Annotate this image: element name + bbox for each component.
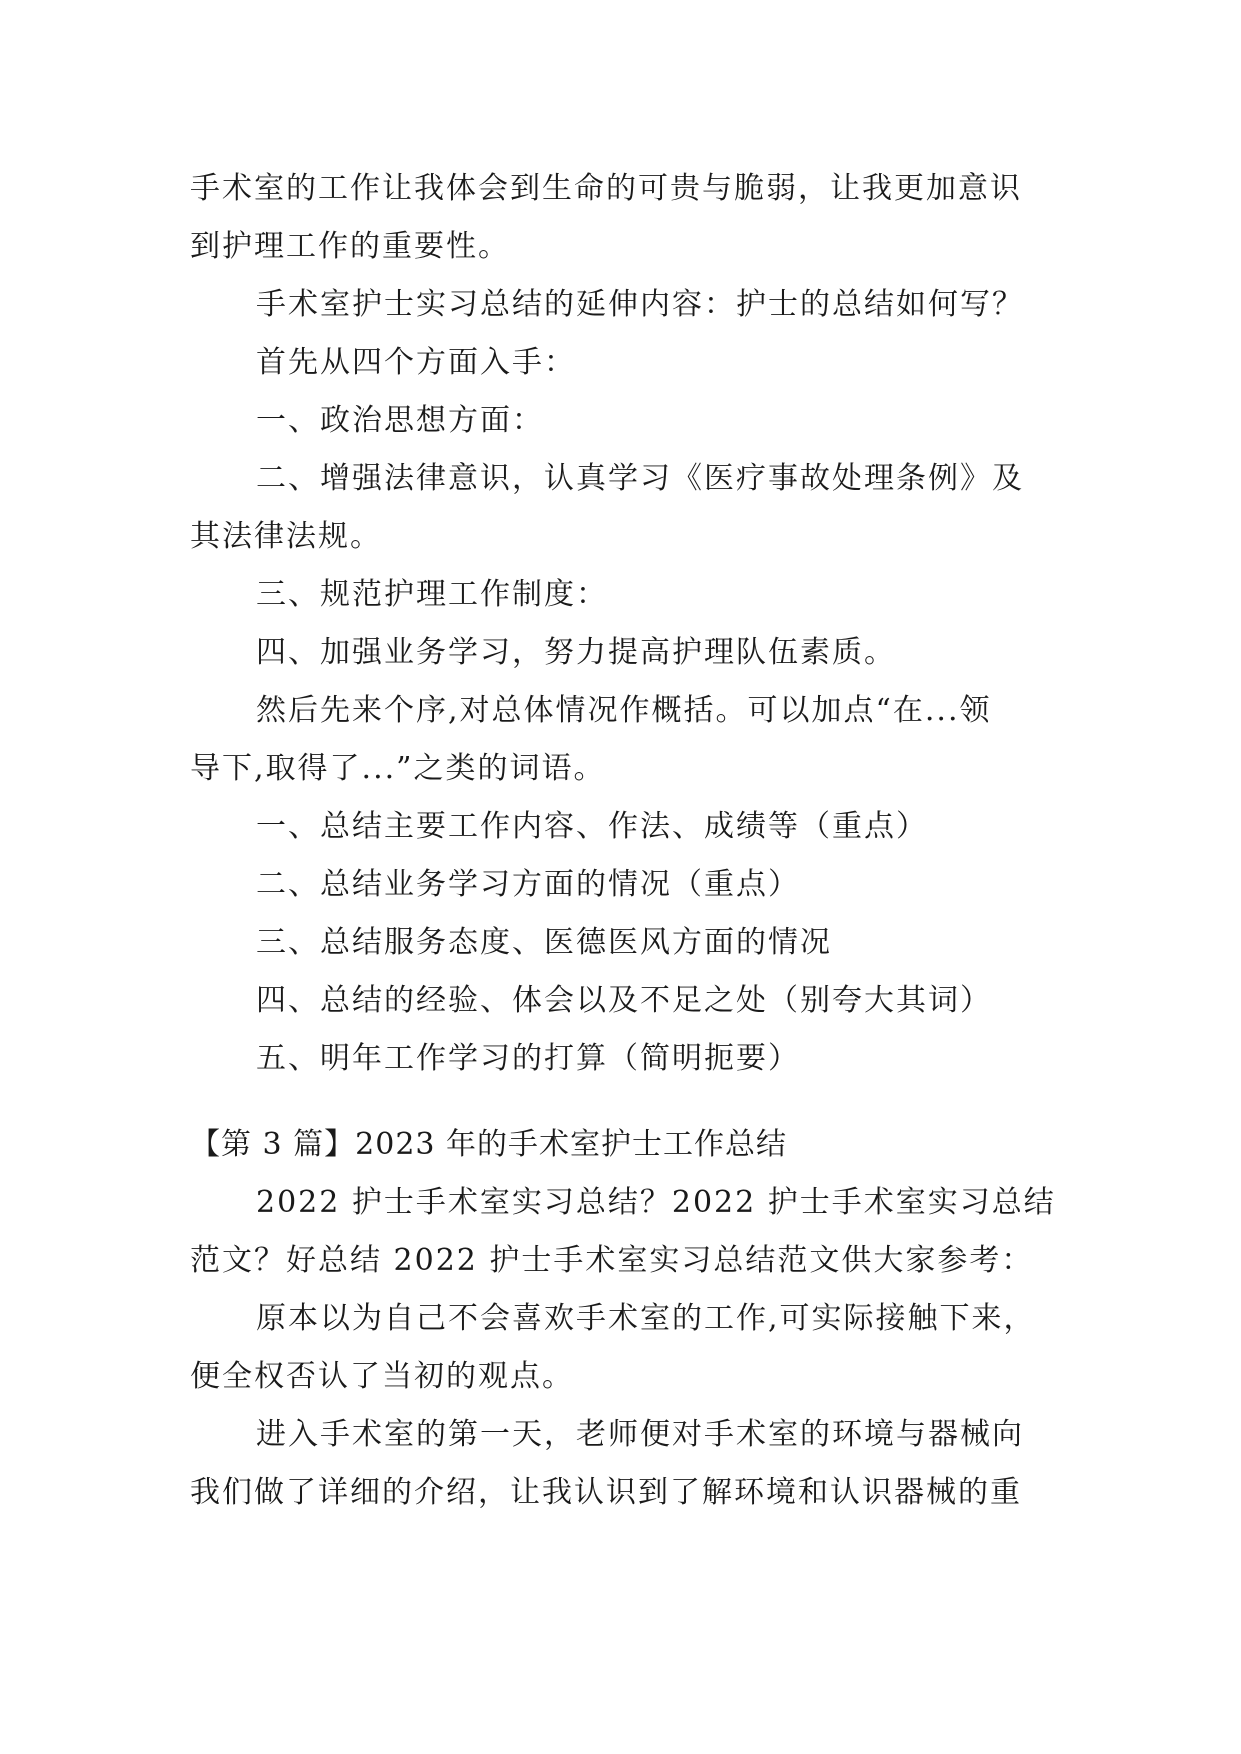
text-line: 范文？好总结 2022 护士手术室实习总结范文供大家参考： [190, 1243, 1034, 1278]
text-line: 四、总结的经验、体会以及不足之处（别夸大其词） [256, 983, 992, 1018]
text-line: 手术室的工作让我体会到生命的可贵与脆弱，让我更加意识 [190, 171, 1022, 206]
text-line: 然后先来个序,对总体情况作概括。可以加点“在...领 [256, 693, 992, 728]
text-line: 五、明年工作学习的打算（简明扼要） [256, 1041, 800, 1076]
text-line: 2022 护士手术室实习总结？2022 护士手术室实习总结 [256, 1185, 1056, 1220]
text-line: 三、规范护理工作制度： [256, 577, 608, 612]
text-line: 原本以为自己不会喜欢手术室的工作,可实际接触下来， [256, 1301, 1036, 1336]
text-line: 到护理工作的重要性。 [190, 229, 510, 264]
text-line: 手术室护士实习总结的延伸内容：护士的总结如何写？ [256, 287, 1024, 322]
text-line: 导下,取得了...”之类的词语。 [190, 751, 606, 786]
text-block-1 [190, 160, 1070, 1088]
text-block-2 [190, 1174, 1070, 1522]
section-heading: 【第 3 篇】2023 年的手术室护士工作总结 [190, 1127, 788, 1162]
text-line: 四、加强业务学习，努力提高护理队伍素质。 [256, 635, 896, 670]
text-line: 三、总结服务态度、医德医风方面的情况 [256, 925, 832, 960]
text-line: 一、政治思想方面： [256, 403, 544, 438]
section-gap [190, 1088, 1070, 1116]
text-line: 进入手术室的第一天，老师便对手术室的环境与器械向 [256, 1417, 1024, 1452]
text-line: 首先从四个方面入手： [256, 345, 576, 380]
text-line: 我们做了详细的介绍，让我认识到了解环境和认识器械的重 [190, 1475, 1022, 1510]
text-line: 一、总结主要工作内容、作法、成绩等（重点） [256, 809, 928, 844]
document-body [190, 160, 1070, 1522]
text-line: 二、总结业务学习方面的情况（重点） [256, 867, 800, 902]
text-line: 便全权否认了当初的观点。 [190, 1359, 574, 1394]
text-line: 其法律法规。 [190, 519, 382, 554]
text-line: 二、增强法律意识，认真学习《医疗事故处理条例》及 [256, 461, 1024, 496]
